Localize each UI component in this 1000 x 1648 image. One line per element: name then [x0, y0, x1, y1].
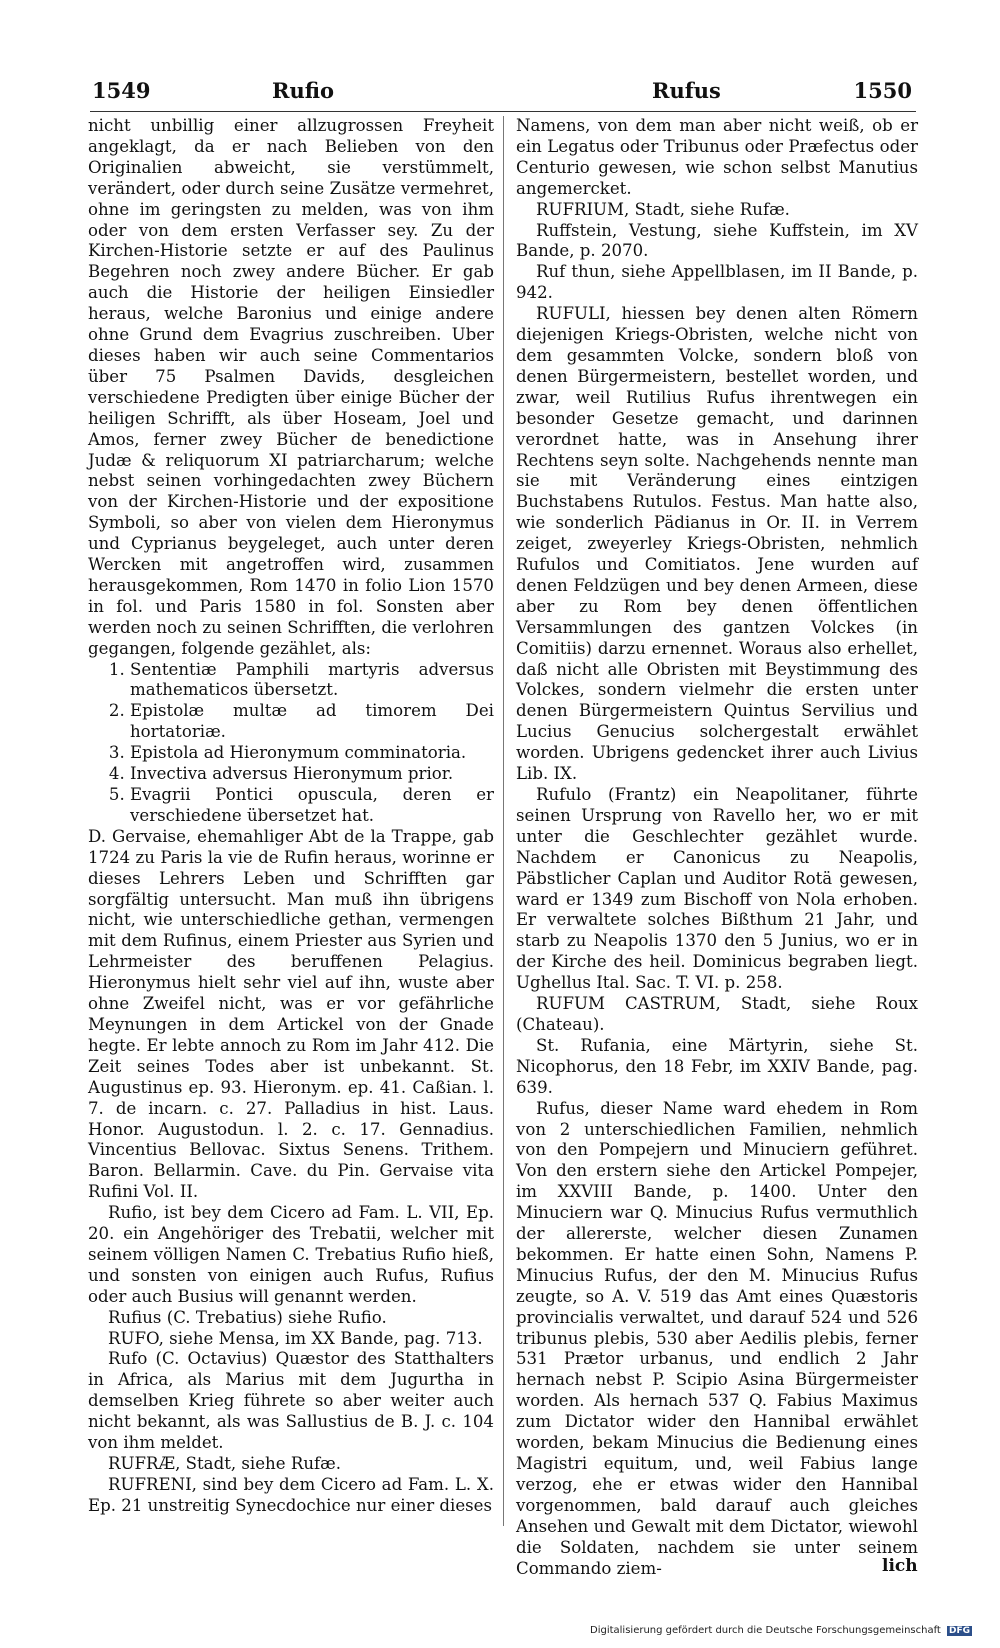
right-column — [516, 116, 918, 1579]
entry-ruf-thun: Ruf thun, siehe Appellblasen, im II Bande, p. 942. — [516, 262, 918, 303]
entry-rufus: Rufus, dieser Name ward ehedem in Rom von 2 unterschiedlichen Familien, nehmlich von den Pompejern und Minuciern geführet. Von den erstern siehe den Artickel Pompejer, im XXVIII Bande, p. 1400. Unter den Minuciern war Q. Minucius Rufus vermuthlich der allererste, welcher diesen Zunamen bekommen. Er hatte einen Sohn, Namens P. Minucius Rufus, der den M. Minucius Rufus zeugte, so A. V. 519 das Amt eines Quæstoris provincialis verwaltet, und darauf 524 und 526 tribunus plebis, 530 aber Aedilis plebis, ferner 531 Prætor urbanus, und endlich 2 Jahr hernach nebst P. Scipio Asina Bürgermeister worden. Als hernach 537 Q. Fabius Maximus zum Dictator wider den Hannibal erwählet worden, bekam Minucius die Bedienung eines Magistri equitum, und, weil Fabius lange verzog, ehe er etwas wider den Hannibal vorgenommen, bald darauf auch gleiches Ansehen und Gewalt mit dem Dictator, wiewohl die Soldaten, nachdem sie unter seinem Commando ziem- — [516, 1098, 918, 1578]
header-rule — [90, 111, 916, 112]
entry-rufrium: RUFRIUM, Stadt, siehe Rufæ. — [536, 199, 790, 219]
entry-rufo-octavius: Rufo (C. Octavius) Quæstor des Statthalters in Africa, als Marius mit dem Jugurtha in demselben Krieg führete so aber weiter auch nicht bekannt, als was Sallustius de B. J. c. 104 von ihm meldet. — [88, 1349, 494, 1453]
column-divider — [503, 116, 504, 1526]
entry-rufius: Rufius (C. Trebatius) siehe Rufio. — [108, 1307, 387, 1327]
entry-rufinus-continuation: nicht unbillig einer allzugrossen Freyheit angeklagt, da er nach Belieben von den Originalien abweicht, sie verstümmelt, verändert, oder durch seine Zusätze vermehret, ohne im geringsten zu melden, was von ihm oder von dem ersten Verfasser sey. Zu der Kirchen-Historie setzte er auf des Paulinus Begehren noch zwey andere Bücher. Er gab auch die Historie der heiligen Einsiedler heraus, welche Baronius und einige andere ohne Grund dem Evagrius zuschreiben. Uber dieses haben wir auch seine Commentarios über 75 Psalmen Davids, desgleichen verschiedene Predigten über einige Bücher der heiligen Schrifft, als über Hoseam, Joel und Amos, ferner zwey Bücher de benedictione Judæ & reliquorum XI patriarcharum; welche nebst seinen vorhingedachten zwey Büchern von der Kirchen-Historie und der expositione Symboli, so aber von vielen dem Hieronymus und Cyprianus beygeleget, auch unter deren Wercken mit angetroffen wird, zusammen herausgekommen, Rom 1470 in folio Lion 1570 in fol. und Paris 1580 in fol. Sonsten aber werden noch zu seinen Schrifften, die verlohren gegangen, folgende gezählet, als: — [88, 116, 494, 658]
entry-ruffstein: Ruffstein, Vestung, siehe Kuffstein, im XV Bande, p. 2070. — [516, 220, 918, 261]
lost-works-list — [88, 660, 494, 827]
headword-left: Rufio — [272, 78, 334, 103]
catchword: lich — [882, 1556, 918, 1576]
entry-rufreni-continuation: Namens, von dem man aber nicht weiß, ob er ein Legatus oder Tribunus oder Præfectus oder Centurio gewesen, wie schon selbst Manutius angemercket. — [516, 116, 918, 198]
list-item: 2. Epistolæ multæ ad timorem Dei hortatoriæ. — [130, 701, 494, 743]
entry-rufreni: RUFRENI, sind bey dem Cicero ad Fam. L. X. Ep. 21 unstreitig Synecdochice nur einer dieses — [88, 1474, 494, 1515]
dfg-logo-icon: DFG — [949, 1626, 971, 1636]
entry-rufio: Rufio, ist bey dem Cicero ad Fam. L. VII, Ep. 20. ein Angehöriger des Trebatii, welcher mit seinem völligen Namen C. Trebatius Rufio hieß, und sonsten von einigen auch Rufus, Rufius oder auch Busius will genannt werden. — [88, 1203, 494, 1306]
list-item: 4. Invectiva adversus Hieronymum prior. — [130, 764, 494, 785]
credit-text: Digitalisierung gefördert durch die Deutsche Forschungsgemeinschaft — [590, 1625, 941, 1636]
entry-rufum-castrum: RUFUM CASTRUM, Stadt, siehe Roux (Chateau). — [516, 994, 918, 1034]
entry-rufulo: Rufulo (Frantz) ein Neapolitaner, führte seinen Ursprung von Ravello her, wo er mit unter die Geschlechter gezählet wurde. Nachdem er Canonicus zu Neapolis, Päbstlicher Caplan und Auditor Rotä gewesen, ward er 1349 zum Bischoff von Nola erhoben. Er verwaltete solches Bißthum 21 Jahr, und starb zu Neapolis 1370 den 5 Junius, wo er in der Kirche des heil. Dominicus begraben liegt. Ughellus Ital. Sac. T. VI. p. 258. — [516, 785, 918, 993]
list-item: 1. Sententiæ Pamphili martyris adversus mathematicos übersetzt. — [130, 660, 494, 702]
entry-rufuli: RUFULI, hiessen bey denen alten Römern diejenigen Kriegs-Obristen, welche nicht von dem gesammten Volcke, sondern bloß von denen Bürgermeistern, bestellet worden, und zwar, weil Rutilius Rufus ihrentwegen ein besonder Gesetze gemacht, und darinnen verordnet hatte, was in Ansehung ihrer Rechtens seyn solte. Nachgehends nennte man sie mit Veränderung eines eintzigen Buchstabens Rutulos. Festus. Man hatte also, wie sonderlich Pädianus in Or. II. in Verrem zeiget, zweyerley Kriegs-Obristen, nehmlich Rufulos und Comitiatos. Jene wurden auf denen Feldzügen und bey denen Armeen, diese aber zu Rom bey denen öffentlichen Versammlungen des gantzen Volckes (in Comitiis) darzu ernennet. Woraus also erhellet, daß nicht alle Obristen mit Beystimmung des Volckes, sondern vielmehr die ersten unter denen Bürgermeistern Quintus Servilius und Lucius Genucius solchergestalt erwählet worden. Ubrigens gedencket ihrer auch Livius Lib. IX. — [516, 304, 918, 784]
page-number-left: 1549 — [92, 78, 151, 103]
list-item: 3. Epistola ad Hieronymum comminatoria. — [130, 743, 494, 764]
paragraph-gervaise: D. Gervaise, ehemahliger Abt de la Trappe, gab 1724 zu Paris la vie de Rufin heraus, worinne er dieses Lehrers Leben und Schrifften gar sorgfältig untersucht. Man muß ihn übrigens nicht, wie unterschiedliche gethan, vermengen mit dem Rufinus, einem Priester aus Syrien und Lehrmeister des beruffenen Pelagius. Hieronymus hielt sehr viel auf ihn, wuste aber ohne Zweifel nicht, was er vor gefährliche Meynungen in dem Artickel von der Gnade hegte. Er lebte annoch zu Rom im Jahr 412. Die Zeit seines Todes aber ist unbekannt. St. Augustinus ep. 93. Hieronym. ep. 41. Caßian. l. 7. de incarn. c. 27. Palladius in hist. Laus. Honor. Augustodun. l. 2. c. 17. Gennadius. Vincentius Bellovac. Sixtus Senens. Trithem. Baron. Bellarmin. Cave. du Pin. Gervaise vita Rufini Vol. II. — [88, 826, 494, 1202]
list-item: 5. Evagrii Pontici opuscula, deren er verschiedene übersetzet hat. — [130, 785, 494, 827]
running-header — [92, 78, 912, 112]
entry-rufrae: RUFRÆ, Stadt, siehe Rufæ. — [108, 1454, 342, 1473]
digitization-credit — [590, 1625, 972, 1636]
headword-right: Rufus — [652, 78, 721, 103]
page-number-right: 1550 — [853, 78, 912, 103]
entry-rufo: RUFO, siehe Mensa, im XX Bande, pag. 713. — [108, 1328, 483, 1348]
left-column — [88, 116, 494, 1517]
entry-rufania: St. Rufania, eine Märtyrin, siehe St. Nicophorus, den 18 Febr, im XXIV Bande, pag. 639. — [516, 1035, 918, 1097]
